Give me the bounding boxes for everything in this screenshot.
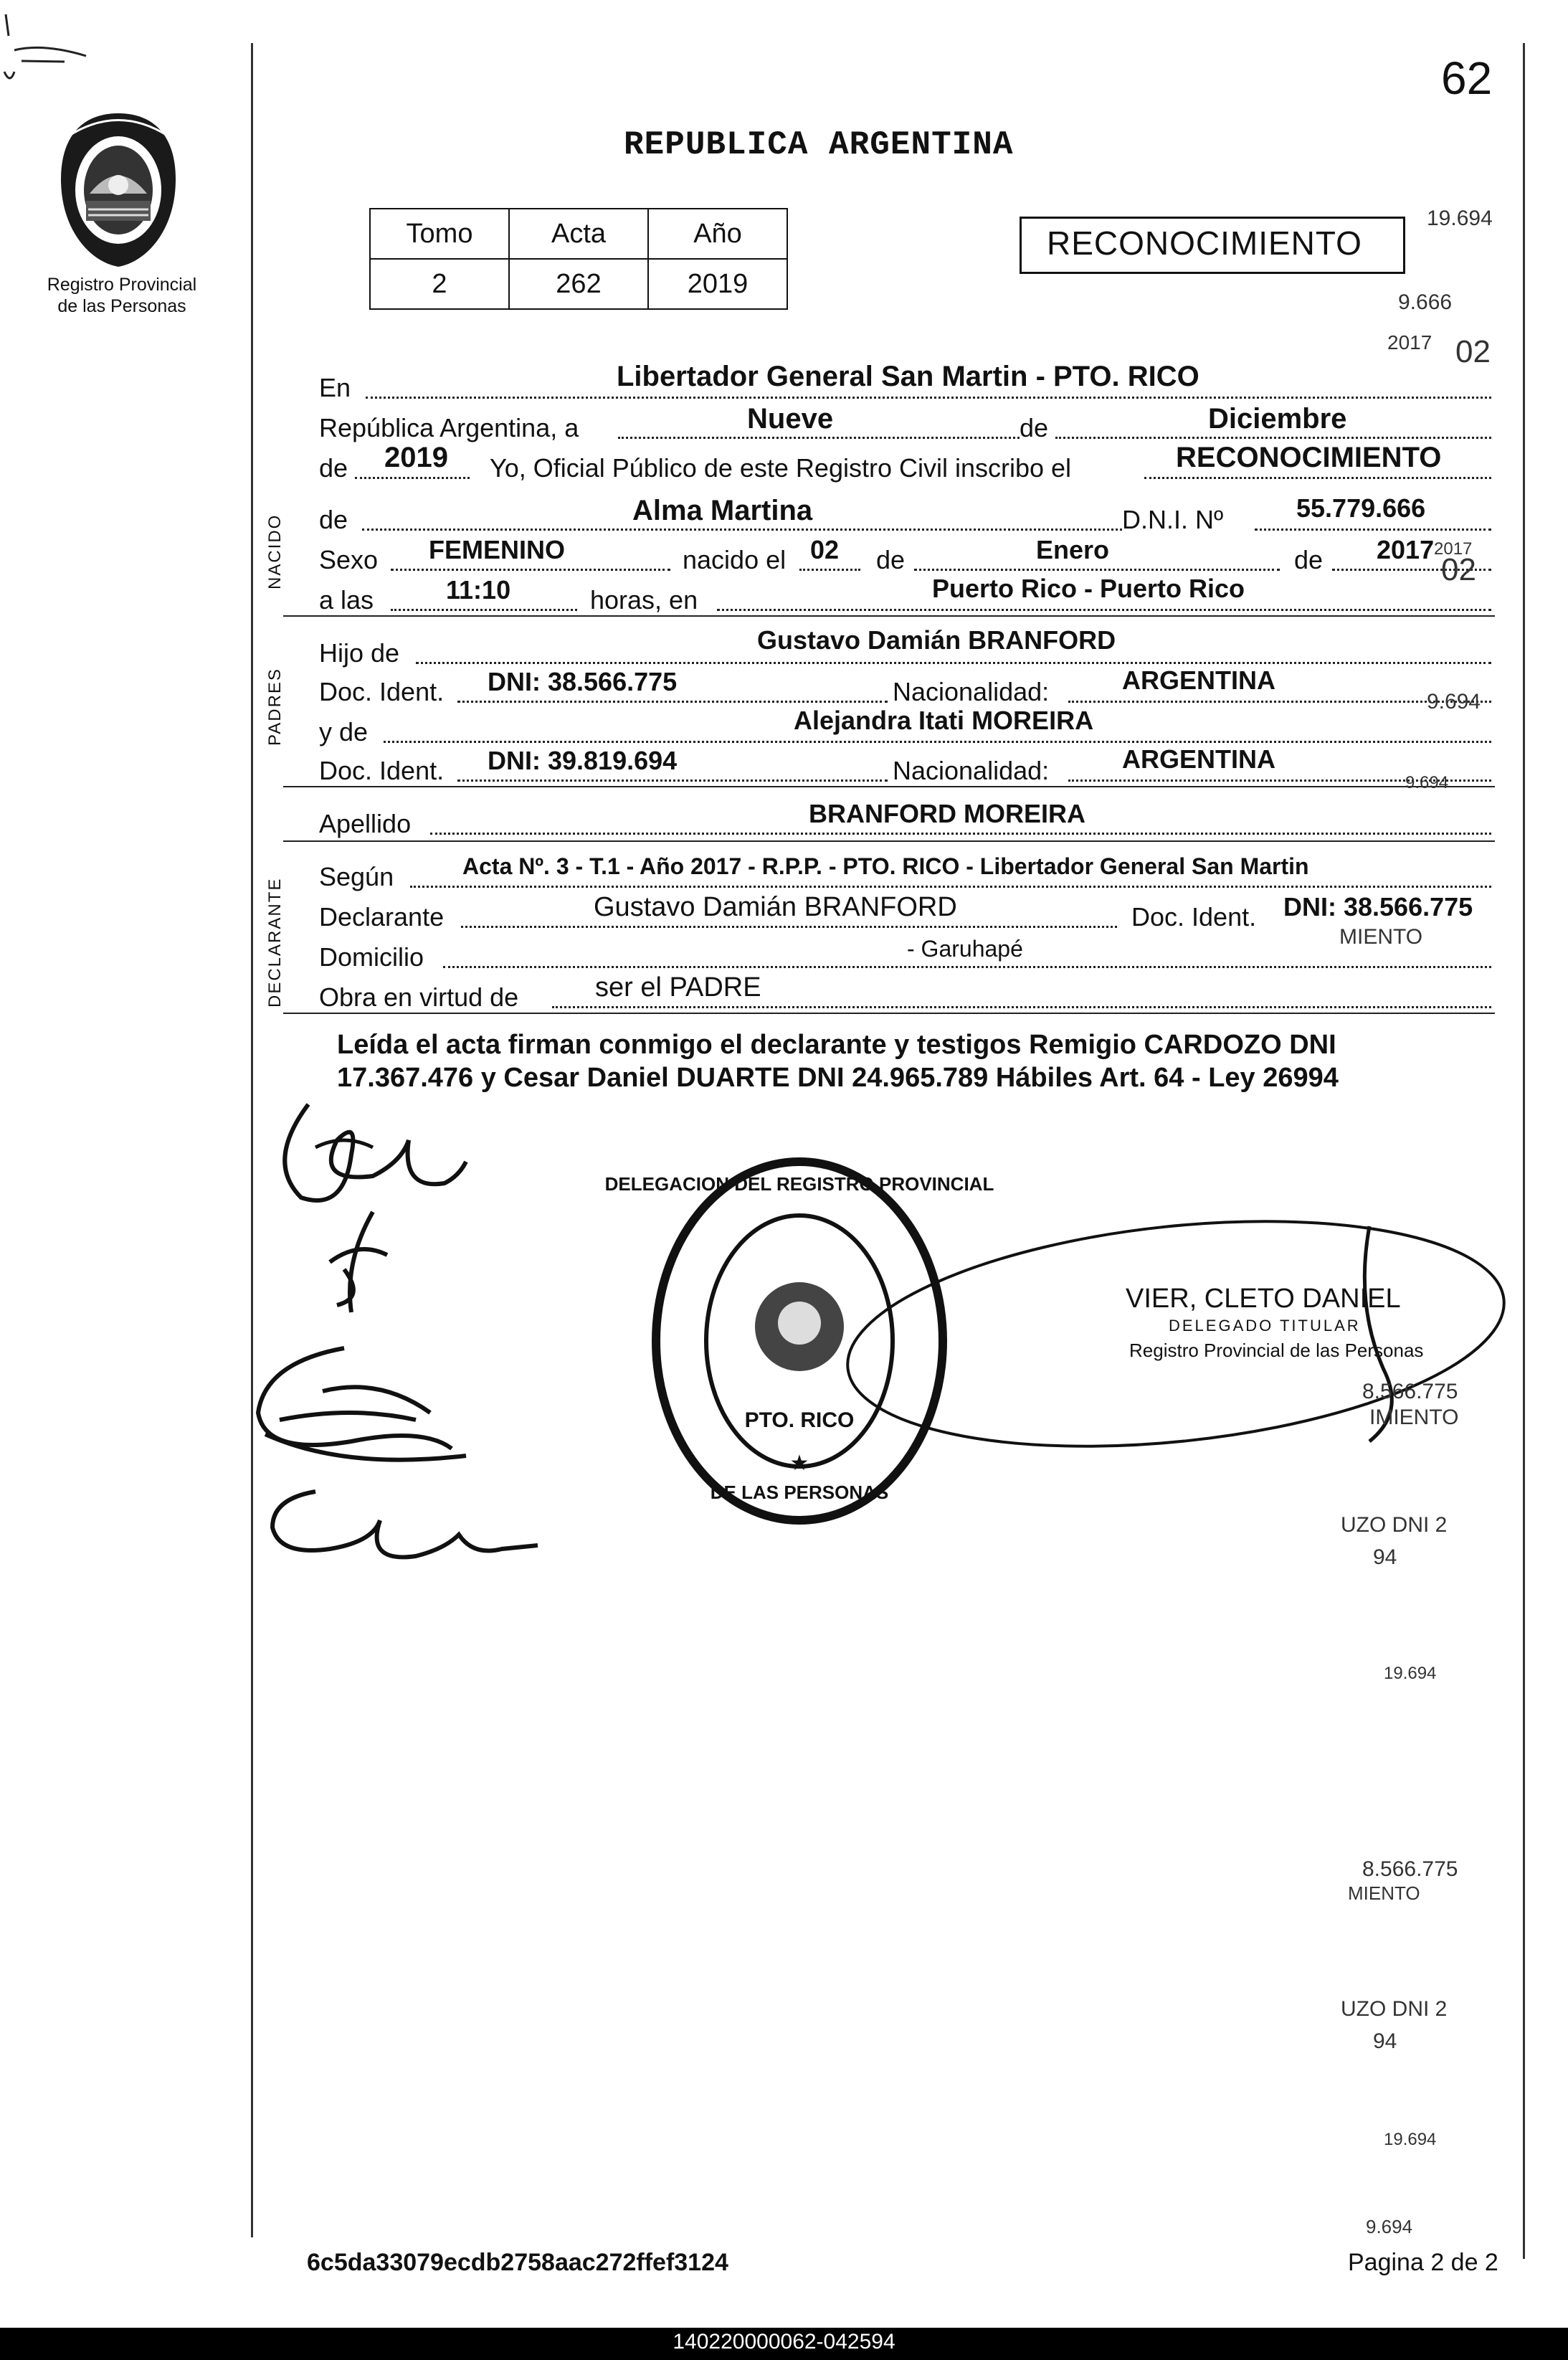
label-nacido: nacido el [683, 545, 787, 574]
value-birth-year: 2017 [1377, 535, 1435, 564]
label-obra: Obra en virtud de [319, 982, 519, 1012]
label-republica: República Argentina, a [319, 413, 579, 442]
label-a-las: a las [319, 585, 374, 615]
value-locality: Libertador General San Martin - PTO. RICO [617, 361, 1199, 392]
dots-year [355, 475, 470, 479]
section-divider-1 [283, 615, 1495, 617]
svg-text:DE LAS PERSONAS: DE LAS PERSONAS [710, 1482, 889, 1503]
document-type-label: RECONOCIMIENTO [1047, 224, 1362, 262]
section-divider-3 [283, 840, 1495, 842]
side-label-padres: PADRES [265, 668, 285, 746]
closing-line-1: Leída el acta firman conmigo el declarante y testigos Remigio CARDOZO DNI [337, 1030, 1336, 1060]
dots-declarant [461, 924, 1117, 928]
corner-scribble [0, 0, 108, 86]
dots-act-type [1144, 475, 1491, 479]
value-mother-dni: DNI: 39.819.694 [488, 746, 678, 775]
label-segun: Según [319, 862, 394, 891]
value-capacity: ser el PADRE [595, 972, 761, 1003]
label-declarant-doc: Doc. Ident. [1131, 902, 1257, 932]
agency-name [29, 274, 215, 317]
value-mother-nationality: ARGENTINA [1122, 744, 1275, 774]
margin-noise: 2017 [1434, 539, 1473, 559]
ref-header-tomo: Tomo [370, 209, 509, 259]
label-sexo: Sexo [319, 545, 379, 574]
margin-noise: 94 [1373, 1545, 1397, 1569]
dots-address [443, 964, 1491, 968]
official-name: VIER, CLETO DANIEL [1126, 1284, 1401, 1314]
value-act-type: RECONOCIMIENTO [1176, 442, 1442, 473]
label-de-name: de [319, 505, 348, 534]
margin-noise: 9.694 [1427, 690, 1481, 714]
margin-noise: UZO DNI 2 [1341, 1513, 1448, 1537]
label-father-doc: Doc. Ident. [319, 677, 445, 706]
label-de-birth-month: de [876, 545, 906, 574]
section-divider-2 [283, 786, 1495, 787]
svg-text:DELEGACION DEL REGISTRO PROVIN: DELEGACION DEL REGISTRO PROVINCIAL [604, 1173, 994, 1195]
dots-capacity [552, 1004, 1491, 1008]
value-father-nationality: ARGENTINA [1122, 665, 1275, 695]
barcode-text: 140220000062-042594 [673, 2330, 895, 2354]
margin-noise: 8.566.775 [1362, 1857, 1458, 1881]
official-title: DELEGADO TITULAR [1169, 1317, 1361, 1335]
province-crest-logo [54, 108, 183, 273]
value-mother-name: Alejandra Itati MOREIRA [794, 706, 1094, 735]
page-number: 62 [1441, 52, 1493, 104]
document-hash: 6c5da33079ecdb2758aac272ffef3124 [307, 2249, 728, 2276]
label-horas-en: horas, en [590, 585, 698, 615]
value-year: 2019 [384, 442, 448, 473]
dots-birth-day [799, 567, 860, 571]
section-divider-4 [283, 1013, 1495, 1014]
value-birth-day: 02 [810, 535, 840, 564]
margin-noise: 9.694 [1366, 2216, 1413, 2237]
margin-noise: 02 [1455, 334, 1491, 369]
label-declarante: Declarante [319, 902, 445, 932]
value-birth-place: Puerto Rico - Puerto Rico [932, 574, 1245, 603]
side-label-nacido: NACIDO [265, 513, 285, 589]
right-margin-line [1523, 43, 1525, 2259]
value-father-name: Gustavo Damián BRANFORD [757, 625, 1116, 655]
margin-noise: 19.694 [1384, 1664, 1437, 1683]
value-segun: Acta Nº. 3 - T.1 - Año 2017 - R.P.P. - PTO. RICO - Libertador General San Martin [462, 853, 1309, 879]
value-declarant-dni: DNI: 38.566.775 [1283, 892, 1473, 921]
ref-header-ano: Año [648, 209, 787, 259]
label-dni: D.N.I. Nº [1122, 505, 1224, 534]
label-de-month: de [1020, 413, 1049, 442]
value-sex: FEMENINO [429, 535, 566, 564]
margin-noise: MIENTO [1348, 1882, 1420, 1904]
country-title: REPUBLICA ARGENTINA [624, 126, 1014, 164]
signature-witness-2 [301, 1198, 416, 1327]
ref-value-tomo: 2 [370, 259, 509, 309]
closing-line-2: 17.367.476 y Cesar Daniel DUARTE DNI 24.965.789 Hábiles Art. 64 - Ley 26994 [337, 1063, 1339, 1093]
dots-child-dni [1255, 526, 1491, 531]
margin-noise: 19.694 [1384, 2130, 1437, 2149]
margin-noise: IMIENTO [1369, 1406, 1459, 1429]
label-mother-doc: Doc. Ident. [319, 756, 445, 785]
value-day-word: Nueve [747, 403, 834, 435]
reference-table [369, 208, 788, 310]
margin-noise: 02 [1441, 552, 1476, 587]
signature-official [258, 1477, 545, 1578]
dots-father-name [416, 660, 1491, 664]
dots-locality [366, 394, 1491, 399]
left-margin-line [251, 43, 253, 2237]
value-father-dni: DNI: 38.566.775 [488, 667, 678, 696]
value-address: - Garuhapé [907, 936, 1023, 962]
label-father-nationality: Nacionalidad: [893, 677, 1050, 706]
margin-noise: 94 [1373, 2029, 1397, 2053]
label-mother-nationality: Nacionalidad: [893, 756, 1050, 785]
margin-noise: 2017 [1387, 331, 1432, 354]
label-de-birth-year: de [1294, 545, 1324, 574]
dots-birth-place [717, 607, 1491, 611]
dots-surname [430, 830, 1491, 835]
dots-mother-name [384, 739, 1491, 743]
value-birth-time: 11:10 [446, 575, 511, 605]
signature-declarant [237, 1334, 480, 1477]
side-label-declarante: DECLARANTE [265, 877, 285, 1008]
ref-header-acta: Acta [509, 209, 648, 259]
agency-line-2: de las Personas [57, 296, 186, 316]
value-surname: BRANFORD MOREIRA [809, 799, 1085, 828]
label-de-year: de [319, 453, 348, 483]
page-indicator: Pagina 2 de 2 [1348, 2249, 1498, 2276]
value-child-name: Alma Martina [632, 495, 813, 526]
agency-line-1: Registro Provincial [47, 275, 197, 295]
dots-birth-time [391, 607, 577, 611]
margin-noise: UZO DNI 2 [1341, 1997, 1448, 2021]
value-declarant: Gustavo Damián BRANFORD [594, 892, 957, 922]
margin-noise: 19.694 [1427, 207, 1493, 230]
label-hijo-de: Hijo de [319, 638, 400, 668]
svg-text:PTO. RICO: PTO. RICO [744, 1408, 855, 1432]
dots-birth-month [914, 567, 1280, 571]
dots-segun [410, 883, 1491, 888]
dots-mother-dni [457, 777, 888, 782]
value-birth-month: Enero [1036, 535, 1110, 564]
dots-sex [391, 567, 670, 571]
label-y-de: y de [319, 717, 369, 747]
ref-value-ano: 2019 [648, 259, 787, 309]
label-en: En [319, 373, 351, 402]
label-yo: Yo, Oficial Público de este Registro Civil inscribo el [490, 453, 1072, 483]
margin-noise: 9.694 [1405, 773, 1449, 792]
margin-noise: 9.666 [1398, 290, 1453, 314]
value-child-dni: 55.779.666 [1296, 493, 1426, 523]
official-agency: Registro Provincial de las Personas [1129, 1340, 1424, 1361]
dots-father-dni [457, 698, 888, 703]
value-month-word: Diciembre [1208, 403, 1347, 435]
label-apellido: Apellido [319, 809, 412, 838]
ref-value-acta: 262 [509, 259, 648, 309]
label-domicilio: Domicilio [319, 942, 424, 972]
margin-noise: 8.566.775 [1362, 1380, 1458, 1403]
svg-text:★: ★ [789, 1451, 809, 1475]
margin-noise: MIENTO [1339, 925, 1423, 949]
